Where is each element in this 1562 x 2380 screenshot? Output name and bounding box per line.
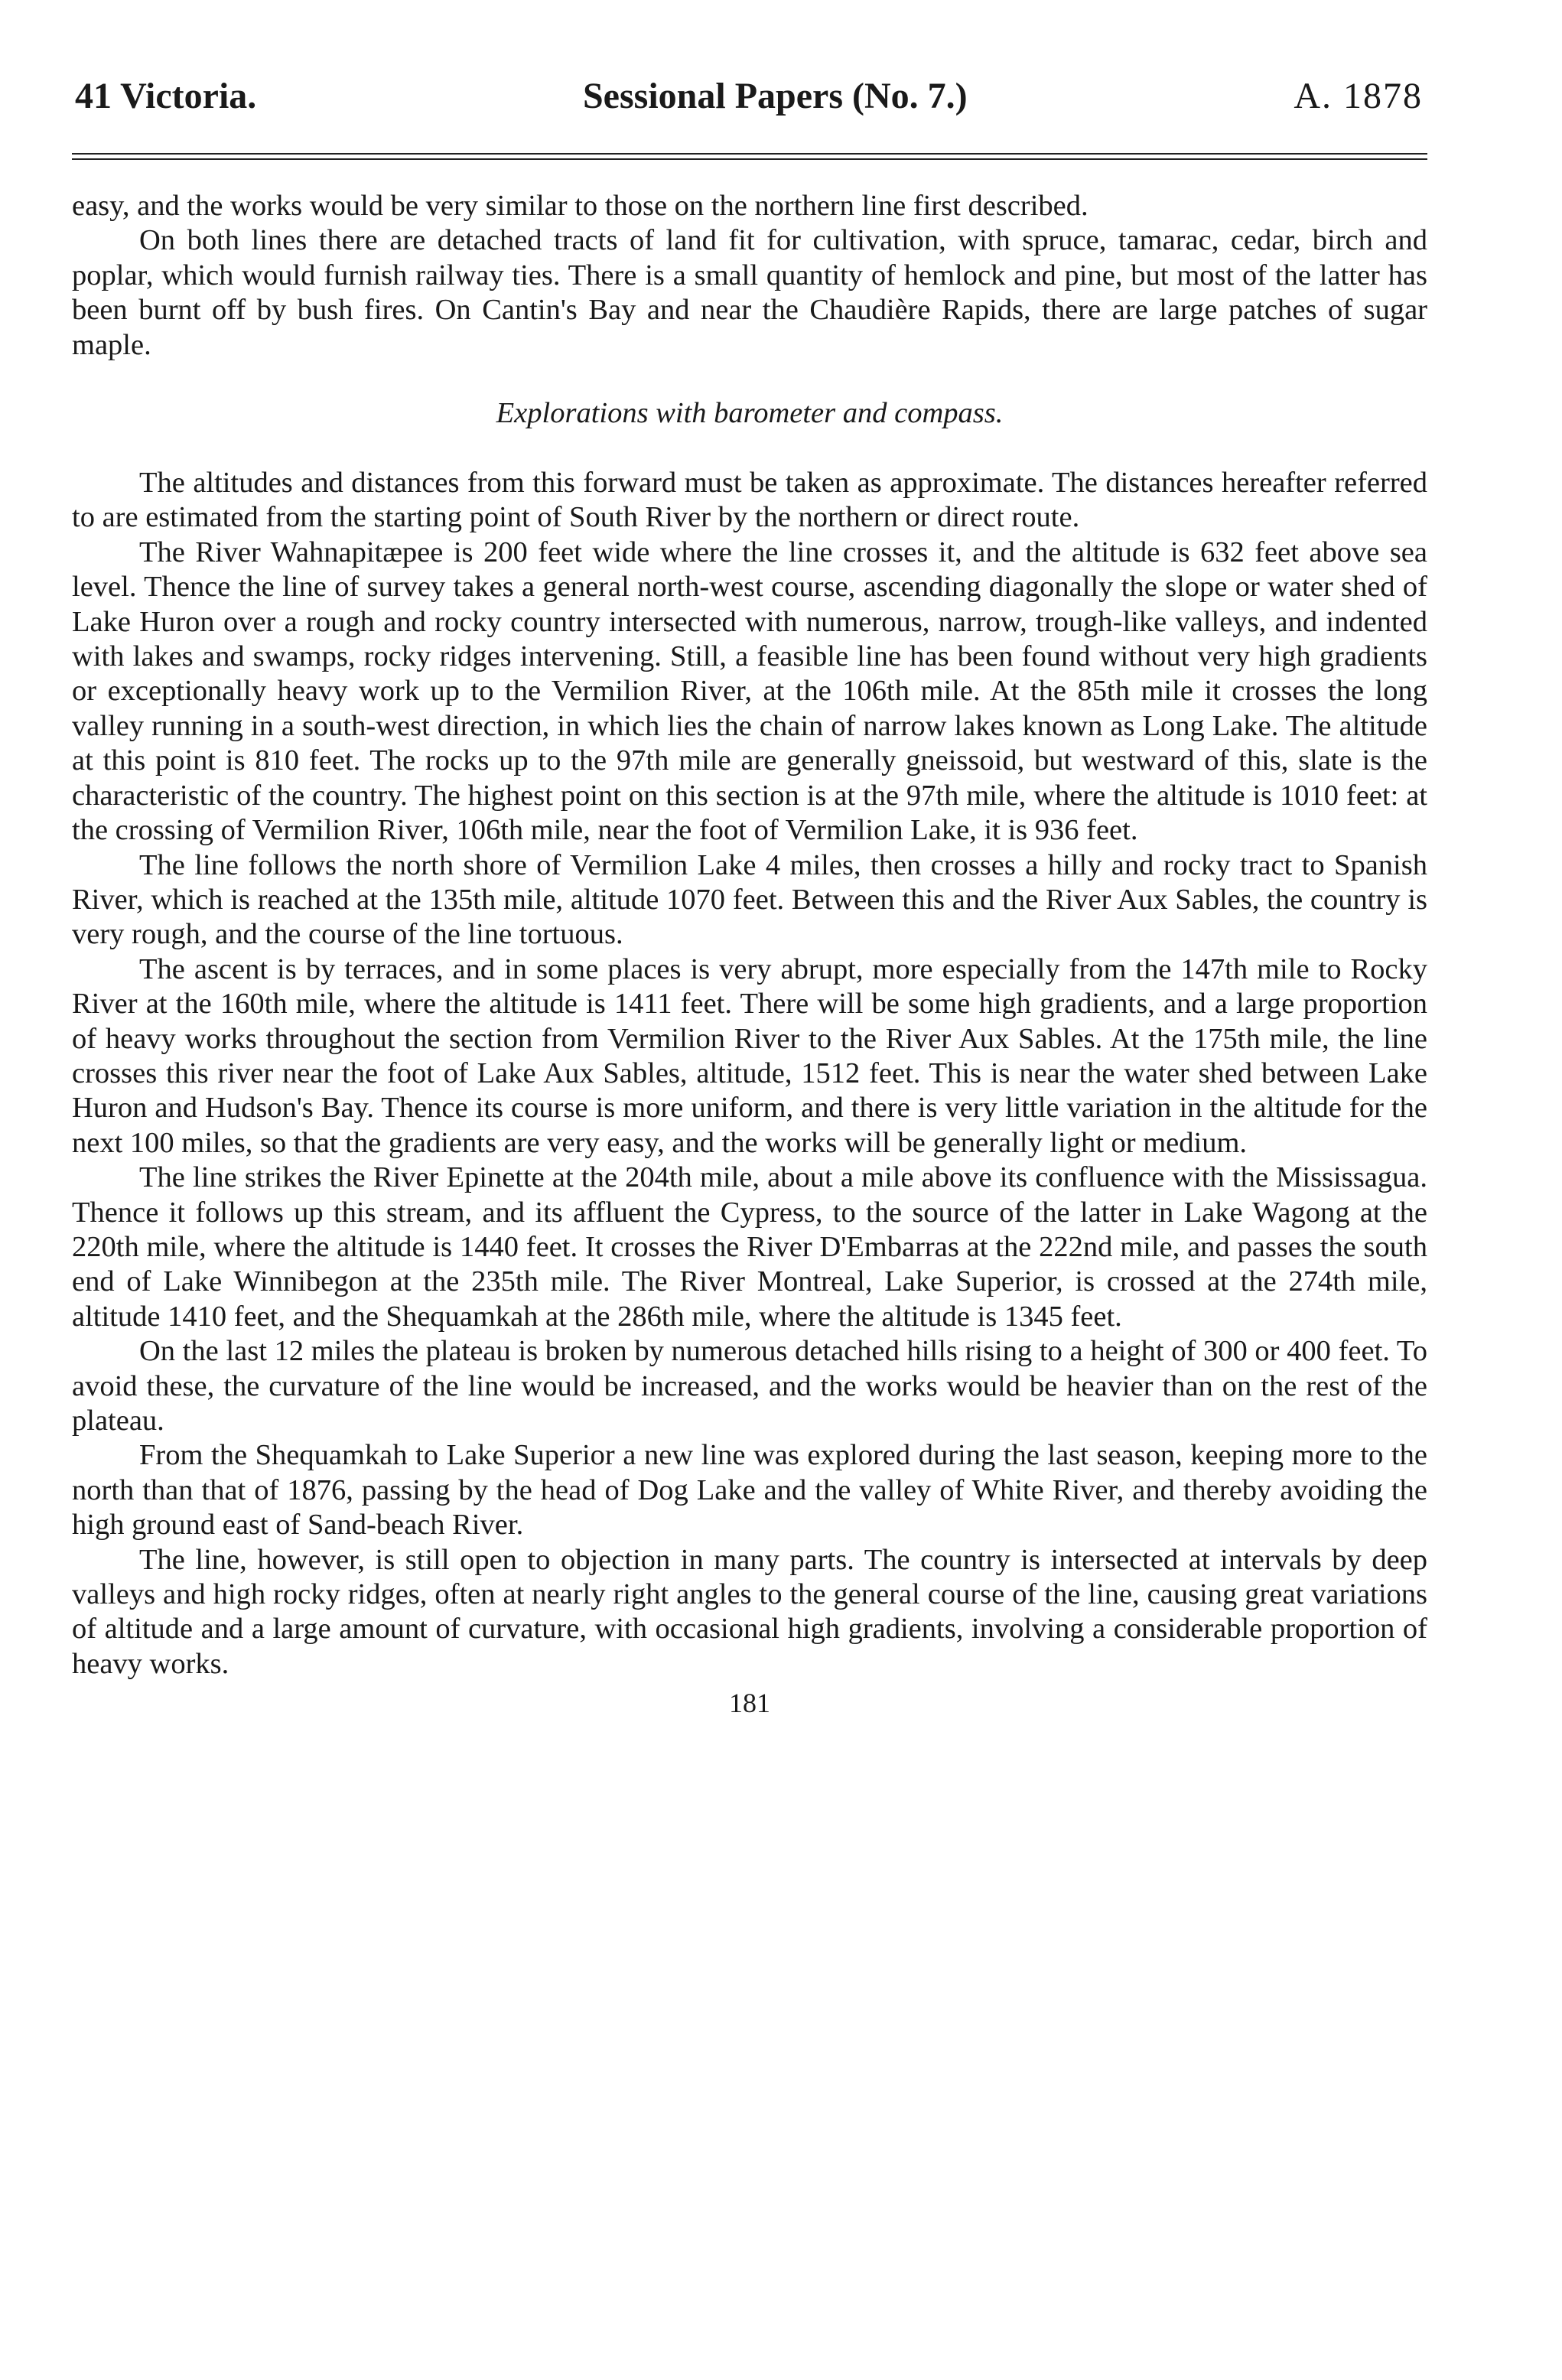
header-double-rule xyxy=(72,153,1427,160)
header-series-title: Sessional Papers (No. 7.) xyxy=(582,76,968,116)
header-session: 41 Victoria. xyxy=(75,76,257,116)
paragraph-wahnapitaepee: The River Wahnapitæpee is 200 feet wide where the line crosses it, and the altitude is 632 feet above sea level. Thence the line of survey takes a general north-west course, ascending diagonally the slope or water shed of Lake Huron over a rough and rocky country intersected with numerous, narrow, trough-like valleys, and indented with lakes and swamps, rocky ridges intervening. Still, a feasible line has been found without very high gradients or exceptionally heavy work up to the Vermilion River, at the 106th mile. At the 85th mile it crosses the long valley running in a south-west direction, in which lies the chain of narrow lakes known as Long Lake. The altitude at this point is 810 feet. The rocks up to the 97th mile are generally gneissoid, but westward of this, slate is the characteristic of the country. The highest point on this section is at the 97th mile, where the altitude is 1010 feet: at the crossing of Vermilion River, 106th mile, near the foot of Vermilion Lake, it is 936 feet. xyxy=(72,536,1427,847)
paragraph-plateau: On the last 12 miles the plateau is broken by numerous detached hills rising to a height of 300 or 400 feet. To avoid these, the curvature of the line would be increased, and the works would be heavier than on the rest of the plateau. xyxy=(72,1335,1427,1437)
paragraph-epinette: The line strikes the River Epinette at the 204th mile, about a mile above its confluence with the Mississagua. Thence it follows up this stream, and its affluent the Cypress, to the source of the latter in Lake Wagong at the 220th mile, where the altitude is 1440 feet. It crosses the River D'Embarras at the 222nd mile, and passes the south end of Lake Winnibegon at the 235th mile. The River Montreal, Lake Superior, is crossed at the 274th mile, altitude 1410 feet, and the Shequamkah at the 286th mile, where the altitude is 1345 feet. xyxy=(72,1161,1427,1333)
paragraph-shequamkah: From the Shequamkah to Lake Superior a new line was explored during the last season, keeping more to the north than that of 1876, passing by the head of Dog Lake and the valley of White River, and thereby avoiding the high ground east of Sand-beach River. xyxy=(72,1439,1427,1542)
header-year: A. 1878 xyxy=(1294,76,1423,116)
paragraph-land-tracts: On both lines there are detached tracts of land fit for cultivation, with spruce, tamarac, cedar, birch and poplar, which would furnish railway ties. There is a small quantity of hemlock and pine, but most of the latter has been burnt off by bush fires. On Cantin's Bay and near the Chaudière Rapids, there are large patches of sugar maple. xyxy=(72,224,1427,361)
paragraph-altitudes: The altitudes and distances from this forward must be taken as approximate. The distances hereafter referred to are estimated from the starting point of South River by the northern or direct route. xyxy=(72,467,1427,534)
paragraph-objection: The line, however, is still open to objection in many parts. The country is intersected at intervals by deep valleys and high rocky ridges, often at nearly right angles to the general course of the line, causing great variations of altitude and a large amount of curvature, with occasional high gradients, involving a considerable proportion of heavy works. xyxy=(72,1543,1427,1680)
body-text xyxy=(72,189,1427,1682)
section-heading: Explorations with barometer and compass. xyxy=(496,397,1004,430)
page-number: 181 xyxy=(729,1688,770,1719)
page xyxy=(72,73,1427,1720)
paragraph-continuation: easy, and the works would be very similar to those on the northern line first described. xyxy=(72,190,1089,222)
paragraph-terraces: The ascent is by terraces, and in some places is very abrupt, more especially from the 147th mile to Rocky River at the 160th mile, where the altitude is 1411 feet. There will be some high gradients, and a large proportion of heavy works throughout the section from Vermilion River to the River Aux Sables. At the 175th mile, the line crosses this river near the foot of Lake Aux Sables, altitude, 1512 feet. This is near the water shed between Lake Huron and Hudson's Bay. Thence its course is more uniform, and there is very little variation in the altitude for the next 100 miles, so that the gradients are very easy, and the works will be generally light or medium. xyxy=(72,952,1427,1159)
paragraph-vermilion-lake: The line follows the north shore of Vermilion Lake 4 miles, then crosses a hilly and rocky tract to Spanish River, which is reached at the 135th mile, altitude 1070 feet. Between this and the River Aux Sables, the country is very rough, and the course of the line tortuous. xyxy=(72,848,1427,951)
running-head xyxy=(72,73,1427,119)
